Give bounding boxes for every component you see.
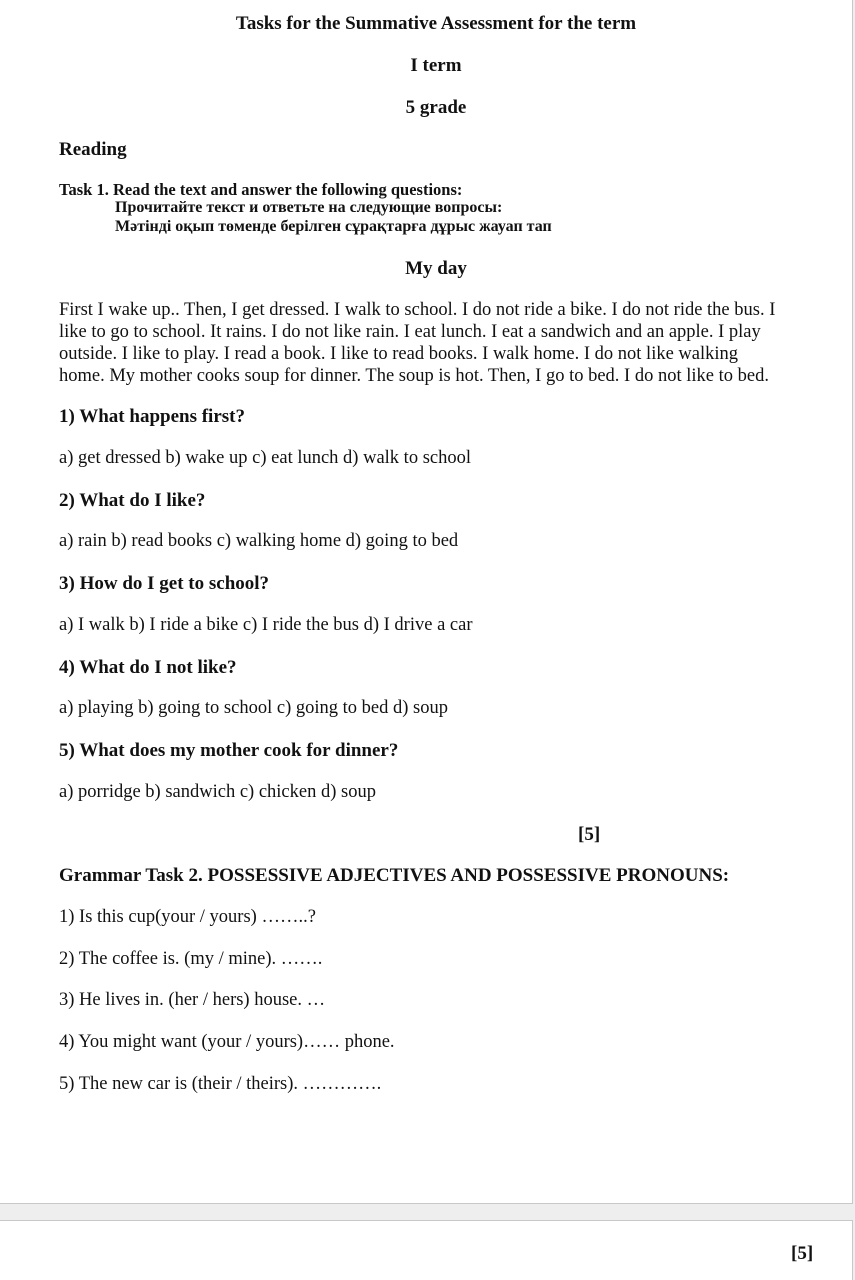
- reading-text: [59, 299, 819, 387]
- text-line: home. My mother cooks soup for dinner. The soup is hot. Then, I go to bed. I do not like to bed.: [59, 366, 769, 386]
- task1-instruction-ru: Прочитайте текст и ответьте на следующие вопросы:: [115, 199, 503, 216]
- grammar-item-2: 2) The coffee is. (my / mine). …….: [59, 949, 323, 969]
- answer-options-5: a) porridge b) sandwich c) chicken d) soup: [59, 782, 376, 802]
- document-title: Tasks for the Summative Assessment for the term: [235, 13, 637, 34]
- text-line: First I wake up.. Then, I get dressed. I walk to school. I do not ride a bike. I do not ride the bus. I: [59, 300, 776, 320]
- reading-score: [5]: [578, 824, 601, 845]
- grammar-heading: Grammar Task 2. POSSESSIVE ADJECTIVES AND POSSESSIVE PRONOUNS:: [59, 865, 730, 886]
- text-line: like to go to school. It rains. I do not like rain. I eat lunch. I eat a sandwich and an apple. I play: [59, 322, 761, 342]
- answer-options-3: a) I walk b) I ride a bike c) I ride the bus d) I drive a car: [59, 615, 473, 635]
- grammar-item-5: 5) The new car is (their / theirs). ………….: [59, 1074, 382, 1094]
- question-4: 4) What do I not like?: [59, 657, 237, 678]
- grammar-item-3: 3) He lives in. (her / hers) house. …: [59, 990, 326, 1010]
- next-page: [0, 1220, 853, 1280]
- term-label: I term: [410, 55, 462, 76]
- answer-options-2: a) rain b) read books c) walking home d) going to bed: [59, 531, 459, 551]
- text-line: outside. I like to play. I read a book. I like to read books. I walk home. I do not like walking: [59, 344, 739, 364]
- grammar-item-1: 1) Is this cup(your / yours) ……..?: [59, 907, 316, 927]
- answer-options-4: a) playing b) going to school c) going to bed d) soup: [59, 698, 448, 718]
- text-title: My day: [405, 258, 467, 279]
- question-5: 5) What does my mother cook for dinner?: [59, 740, 399, 761]
- task1-instruction-kz: Мәтінді оқып төменде берілген сұрақтарға дұрыс жауап тап: [115, 218, 552, 235]
- answer-options-1: a) get dressed b) wake up c) eat lunch d) walk to school: [59, 448, 471, 468]
- reading-heading: Reading: [59, 139, 127, 160]
- grammar-score: [5]: [791, 1243, 814, 1264]
- question-3: 3) How do I get to school?: [59, 573, 270, 594]
- question-1: 1) What happens first?: [59, 406, 245, 427]
- question-2: 2) What do I like?: [59, 490, 206, 511]
- task1-instruction-en: Task 1. Read the text and answer the following questions:: [59, 180, 463, 199]
- grade-label: 5 grade: [405, 97, 467, 118]
- grammar-item-4: 4) You might want (your / yours)…… phone.: [59, 1032, 395, 1052]
